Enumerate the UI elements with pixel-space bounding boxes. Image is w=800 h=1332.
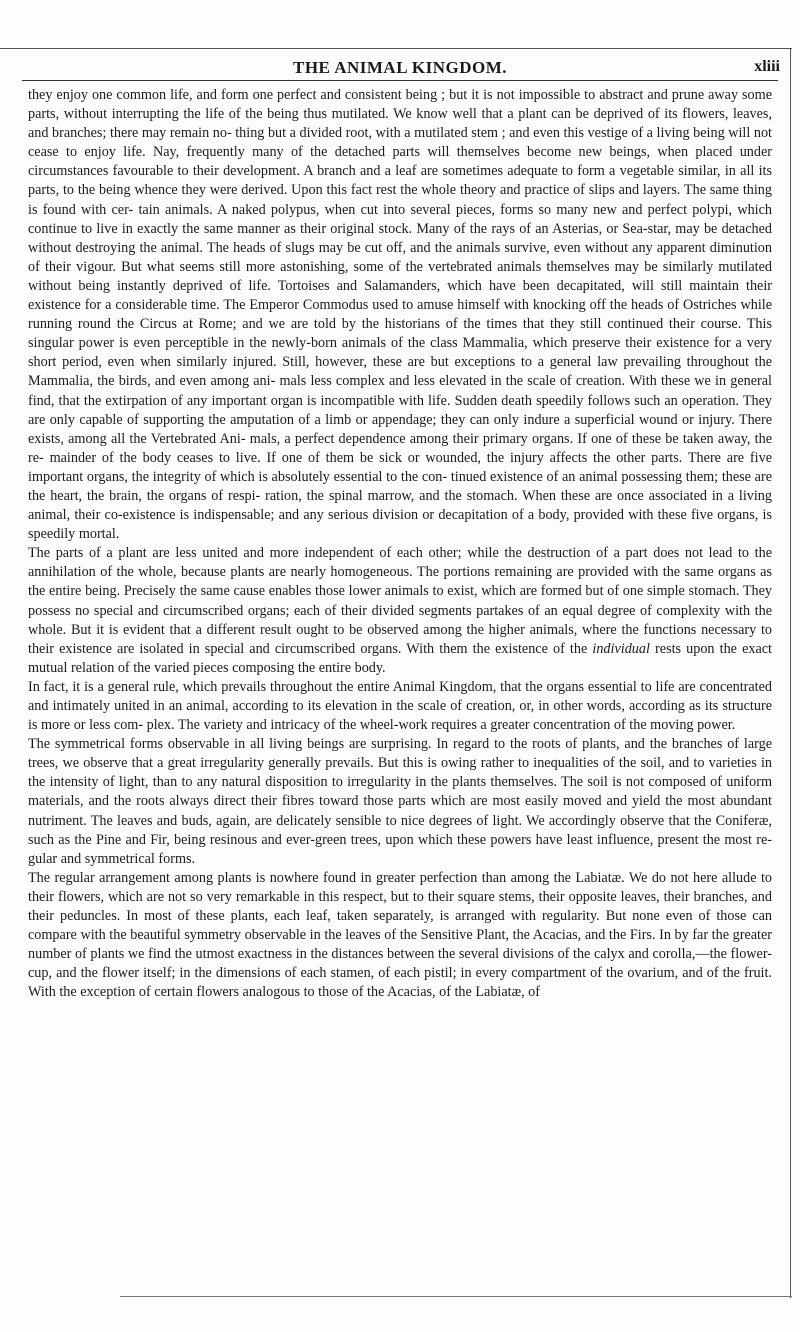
paragraph-5: The regular arrangement among plants is nowhere found in greater perfection than among the Labiatæ. We do not here allude to their flowers, which are not so very remarkable in this respect, but to their square stems, their opposite leaves, their branches, and their peduncles. In most of these plants, each leaf, taken separately, is arranged with regularity. But none even of those can compare with the beautiful symmetry observable in the leaves of the Sensitive Plant, the Acacias, and the Firs. In by far the greater number of plants we find the utmost exactness in the distances between the several divisions of the calyx and corolla,—the flower-cup, and the flower itself; in the dimensions of each stamen, of each pistil; in every compartment of the ovarium, and of the fruit. With the exception of certain flowers analogous to those of the Acacias, of the Labiatæ, of — [28, 869, 772, 1001]
scan-edge-top — [0, 48, 792, 49]
paragraph-2-text-b: rests upon the exact mutual relation of the varied pieces composing the entire body. — [28, 640, 773, 676]
paragraph-2-emphasis: individual — [592, 640, 650, 657]
paragraph-2-text-a: The parts of a plant are less united and more independent of each other; while the destruction of a part does not lead to the annihilation of the whole, because plants are nearly homogeneous. The portions remaining are provided with the same organs as the entire being. Precisely the same cause enables those lower animals to exist, which are formed but of one simple stomach. They possess no special and circumscribed organs; each of their divided segments partakes of an equal degree of complexity with the whole. But it is evident that a different result ought to be observed among the higher animals, where the functions necessary to their existence are isolated in special and circumscribed organs. With them the existence of the — [28, 545, 772, 657]
scan-edge-bottom — [120, 1296, 792, 1297]
body-text — [28, 86, 772, 1003]
header-rule — [22, 80, 778, 81]
page-number: xliii — [754, 58, 780, 75]
scan-edge-right — [790, 48, 791, 1298]
paragraph-4: The symmetrical forms observable in all living beings are surprising. In regard to the roots of plants, and the branches of large trees, we observe that a great irregularity generally prevails. But this is owing rather to inequalities of the soil, and to varieties in the intensity of light, than to any natural disposition to irregularity in the plants themselves. The soil is not composed of uniform materials, and the roots always direct their fibres toward those parts which are most easily moved and yield the most abundant nutriment. The leaves and buds, again, are delicately sensible to nice degrees of light. We accordingly observe that the Coniferæ, such as the Pine and Fir, being resinous and ever-green trees, upon which these powers have least influence, present the most re- gular and symmetrical forms. — [28, 736, 772, 867]
running-head-title: THE ANIMAL KINGDOM. — [293, 58, 507, 77]
page-header — [20, 58, 780, 82]
paragraph-3: In fact, it is a general rule, which prevails throughout the entire Animal Kingdom, that the organs essential to life are concentrated and intimately united in an animal, according to its elevation in the scale of creation, or, in other words, according as its structure is more or less com- plex. The variety and intricacy of the wheel-work requires a greater concentration of the moving power. — [28, 678, 772, 734]
paragraph-2 — [28, 544, 772, 678]
paragraph-1: they enjoy one common life, and form one perfect and consistent being ; but it is not impossible to abstract and prune away some parts, without interrupting the life of the being thus mutilated. We know well that a plant can be deprived of its flowers, leaves, and branches; there may remain no- thing but a divided root, with a mutilated stem ; and even this vestige of a living being will not cease to enjoy life. Nay, frequently many of the detached parts will themselves become new beings, when placed under circumstances favourable to their development. A branch and a leaf are sometimes adequate to form a vegetable similar, in all its parts, to the being whence they were derived. Upon this fact rest the whole theory and practice of slips and layers. The same thing is found with cer- tain animals. A naked polypus, when cut into several pieces, forms so many new and perfect polypi, which continue to live in exactly the same manner as their original stock. Many of the rays of an Asterias, or Sea-star, may be detached without destroying the animal. The heads of slugs may be cut off, and the animals survive, even without any apparent diminution of their vigour. But what seems still more astonishing, some of the vertebrated animals themselves may be similarly mutilated without being instantly deprived of life. Tortoises and Salamanders, which have been decapitated, will still maintain their existence for a considerable time. The Emperor Commodus used to amuse himself with knocking off the heads of Ostriches while running round the Circus at Rome; and we are told by the historians of the times that they still continued their course. This singular power is even perceptible in the newly-born animals of the class Mammalia, which preserve their existence for a very short period, even when similarly injured. Still, however, these are but exceptions to a general law prevailing throughout the Mammalia, the birds, and even among ani- mals less complex and less elevated in the scale of creation. With these we in general find, that the extirpation of any important organ is incompatible with life. Sudden death speedily follows such an operation. They are only capable of supporting the amputation of a limb or appendage; they can only indure a superficial wound or injury. There exists, among all the Vertebrated Ani- mals, a perfect dependence among their primary organs. If one of these be taken away, the re- mainder of the body ceases to live. If one of them be sick or wounded, the injury affects the other parts. There are five important organs, the integrity of which is absolutely essential to the con- tinued existence of an animal possessing them; these are the heart, the brain, the organs of respi- ration, the spinal marrow, and the stomach. When these are once associated in a living animal, their co-existence is indispensable; and any serious division or decapitation of a body, provided with these five organs, is speedily mortal. — [28, 87, 772, 543]
